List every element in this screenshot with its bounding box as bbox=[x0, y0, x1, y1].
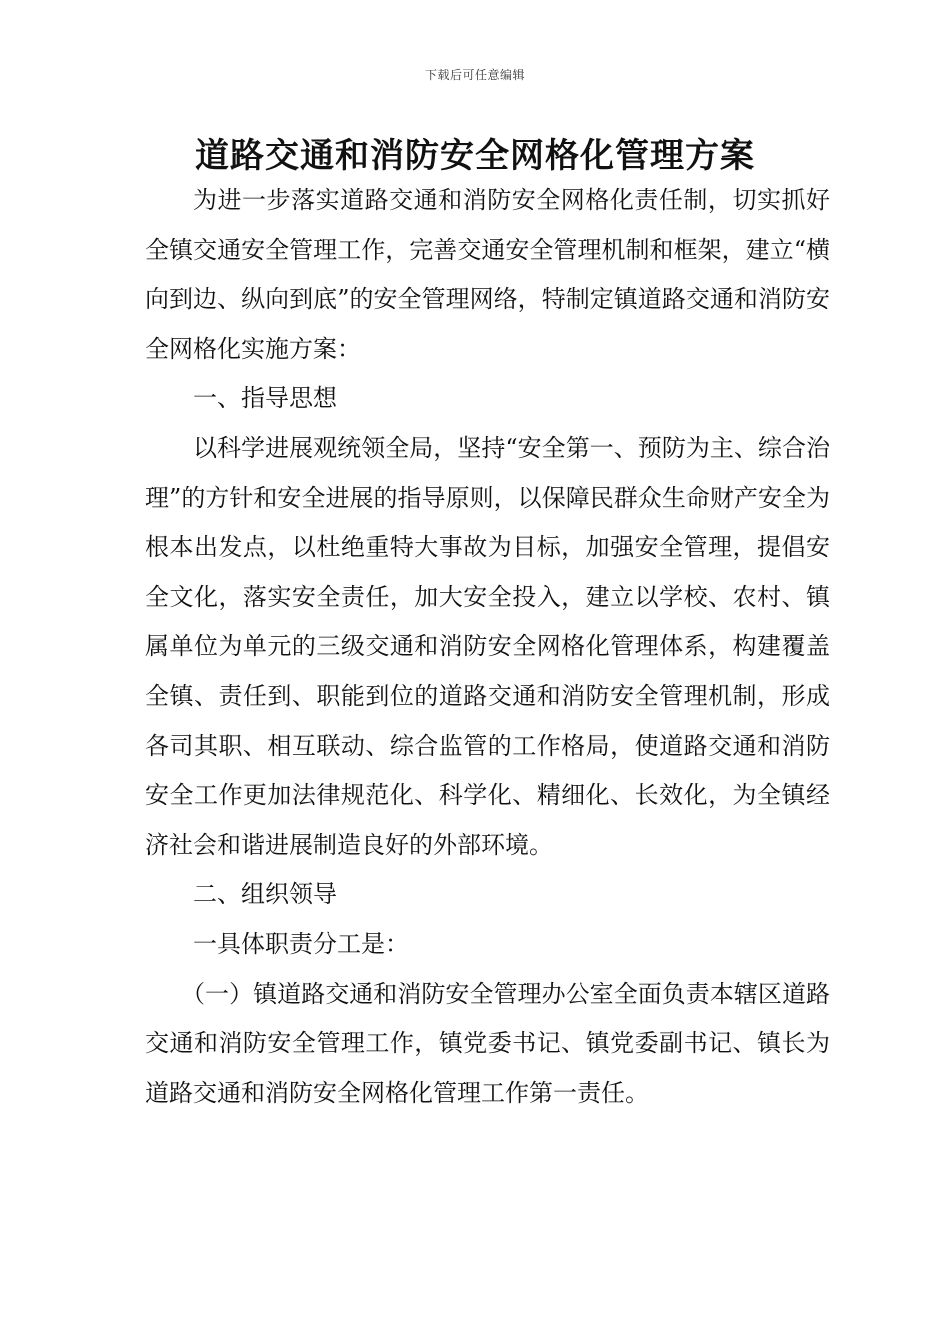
document-body bbox=[145, 176, 830, 1118]
intro-paragraph: 为进一步落实道路交通和消防安全网格化责任制，切实抓好全镇交通安全管理工作，完善交通安全管理机制和框架，建立“横向到边、纵向到底”的安全管理网络，特制定镇道路交通和消防安全网格化实施方案： bbox=[145, 186, 830, 363]
guiding-ideology-paragraph: 以科学进展观统领全局，坚持“安全第一、预防为主、综合治理”的方针和安全进展的指导原则，以保障民群众生命财产安全为根本出发点，以杜绝重特大事故为目标，加强安全管理，提倡安全文化，落实安全责任，加大安全投入，建立以学校、农村、镇属单位为单元的三级交通和消防安全网格化管理体系，构建覆盖全镇、责任到、职能到位的道路交通和消防安全管理机制，形成各司其职、相互联动、综合监管的工作格局，使道路交通和消防安全工作更加法律规范化、科学化、精细化、长效化，为全镇经济社会和谐进展制造良好的外部环境。 bbox=[145, 433, 830, 859]
header-note: 下载后可任意编辑 bbox=[424, 68, 525, 82]
section-heading-organization: 二、组织领导 bbox=[193, 880, 337, 909]
section-heading-guiding-ideology: 一、指导思想 bbox=[193, 384, 337, 413]
duty-item-1-paragraph: （一）镇道路交通和消防安全管理办公室全面负责本辖区道路交通和消防安全管理工作，镇党委书记、镇党委副书记、镇长为道路交通和消防安全网格化管理工作第一责任。 bbox=[145, 979, 830, 1107]
duties-intro-paragraph: 一具体职责分工是： bbox=[193, 929, 409, 958]
document-title: 道路交通和消防安全网格化管理方案 bbox=[195, 136, 755, 176]
